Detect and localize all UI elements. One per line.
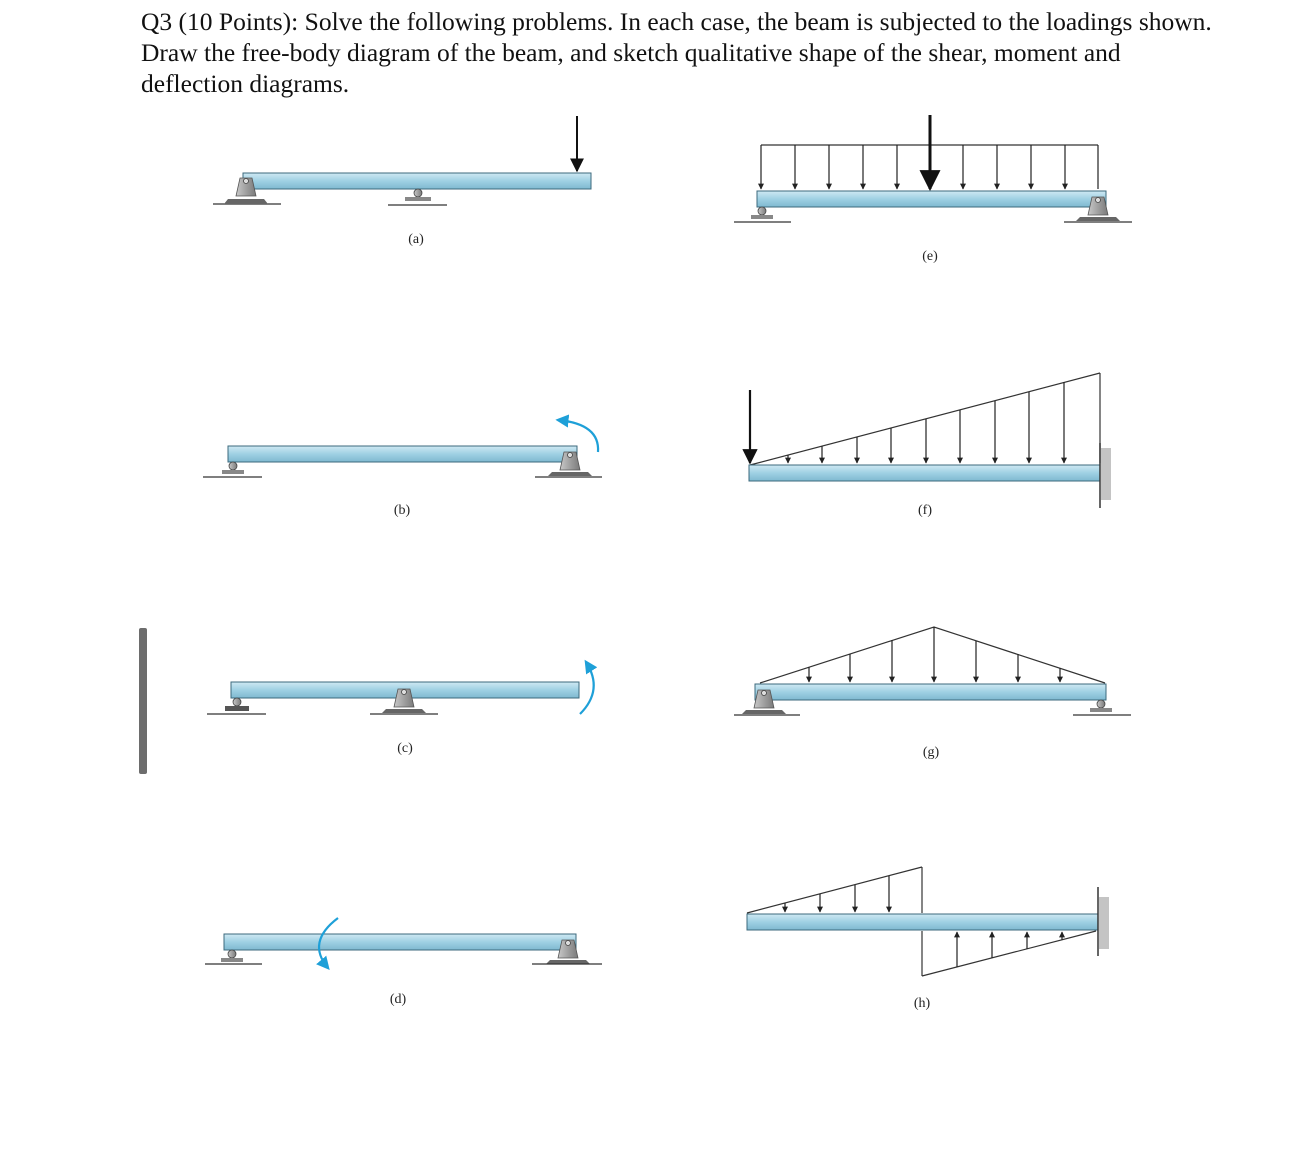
beam bbox=[224, 934, 576, 950]
load-top-line bbox=[747, 867, 922, 913]
figure-label: (a) bbox=[408, 232, 424, 247]
fixed-support bbox=[1098, 887, 1109, 956]
roller-support bbox=[203, 462, 262, 477]
beam bbox=[749, 465, 1100, 481]
figure-label: (c) bbox=[397, 741, 413, 756]
roller-support bbox=[1073, 700, 1131, 715]
question-text: Q3 (10 Points): Solve the following problems. In each case, the beam is subjected to the loadings shown. Draw the free-body diagram of the beam, and sketch qualitative shape of the shear, moment and deflection diagrams. bbox=[141, 7, 1212, 98]
distributed-load-arrows bbox=[788, 382, 1064, 463]
load-top-line bbox=[760, 627, 1105, 683]
figure-d bbox=[205, 918, 602, 1007]
figure-label: (h) bbox=[913, 996, 931, 1011]
beam bbox=[243, 173, 591, 189]
figure-a bbox=[213, 116, 591, 247]
roller-support bbox=[207, 698, 266, 714]
beam bbox=[228, 446, 577, 462]
figure-f bbox=[749, 373, 1111, 518]
beam bbox=[755, 684, 1106, 700]
beam bbox=[747, 914, 1098, 930]
load-bottom-line bbox=[922, 931, 1096, 976]
fixed-support bbox=[1100, 443, 1111, 508]
load-top-line bbox=[750, 373, 1100, 465]
roller-support bbox=[205, 950, 262, 964]
figure-label: (d) bbox=[389, 992, 407, 1007]
figure-label: (f) bbox=[918, 503, 932, 518]
roller-support bbox=[388, 189, 447, 205]
moment-arrow bbox=[580, 662, 594, 714]
figure-h bbox=[747, 867, 1109, 1011]
figure-b bbox=[203, 420, 602, 518]
roller-support bbox=[734, 207, 791, 222]
figure-c bbox=[207, 662, 594, 756]
figure-label: (g) bbox=[922, 745, 940, 760]
figure-label: (e) bbox=[922, 249, 938, 264]
beam bbox=[757, 191, 1106, 207]
upward-load-arrows bbox=[957, 932, 1062, 967]
figure-label: (b) bbox=[393, 503, 411, 518]
downward-load-arrows bbox=[785, 876, 889, 912]
figure-e bbox=[734, 115, 1132, 264]
figure-g bbox=[734, 627, 1131, 760]
